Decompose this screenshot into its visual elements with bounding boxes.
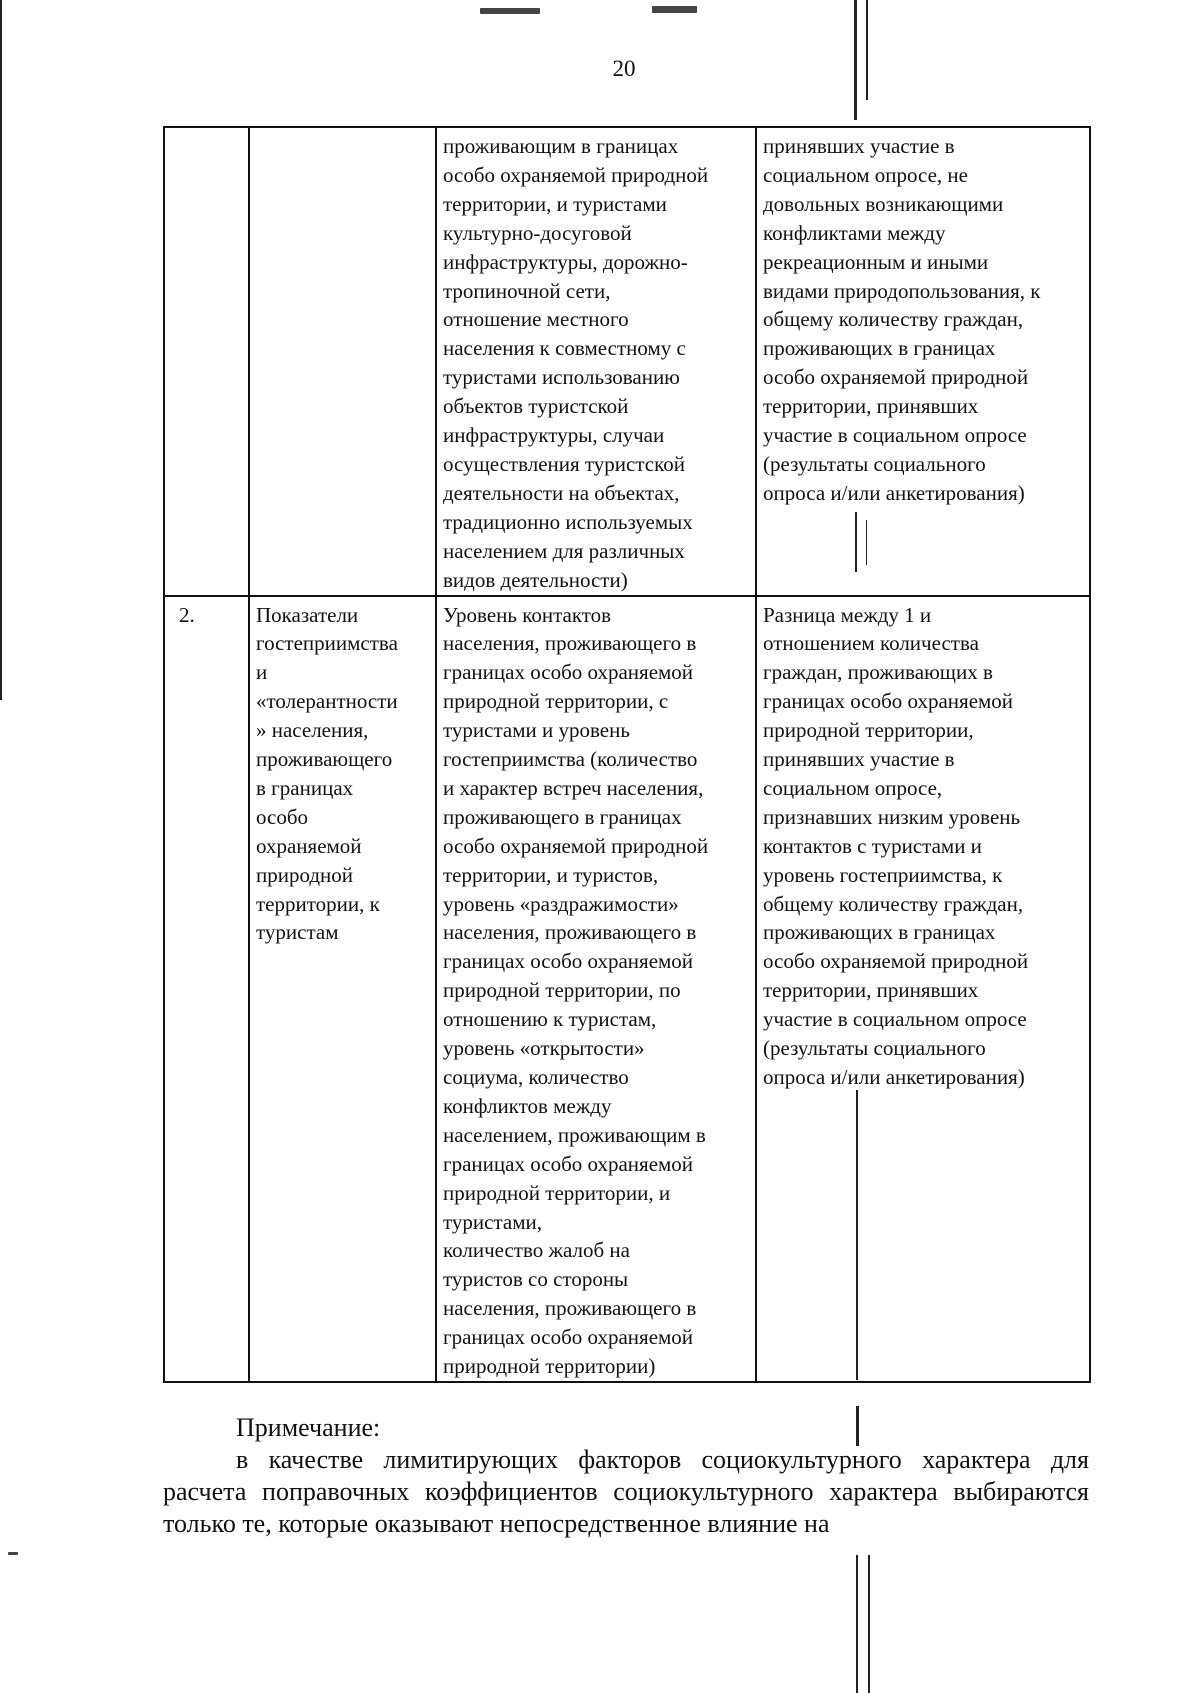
page-number: 20: [612, 56, 636, 81]
scan-artifact-line: [856, 1406, 859, 1446]
indicator-description-cell: Уровень контактов населения, проживающего в границах особо охраняемой природной территории, с туристами и уровень гостеприимства (количество и характер встреч населения, проживающего в границах особо охраняемой природной территории, и туристов, уровень «раздражимости» населения, проживающего в границах особо охраняемой природной территории, по отношению к туристам, уровень «открытости» социума, количество конфликтов между населением, проживающим в границах особо охраняемой природной территории, и туристами, количество жалоб на туристов со стороны населения, проживающего в границах особо охраняемой природной территории): [436, 596, 756, 1382]
note-title: Примечание:: [236, 1413, 381, 1442]
scan-artifact-speck: [652, 6, 697, 13]
indicators-table: [163, 126, 1091, 1383]
indicator-name-cell: [249, 127, 436, 596]
scan-artifact-speck: [480, 8, 540, 14]
scan-artifact-speck: [8, 1552, 18, 1555]
scan-artifact-line: [0, 0, 2, 700]
table-row: [164, 596, 1090, 1382]
calculation-method-cell: принявших участие в социальном опросе, не довольных возникающими конфликтами между рекреационным и иными видами природопользования, к общему количеству граждан, проживающих в границах особо охраняемой природной территории, принявших участие в социальном опросе (результаты социального опроса и/или анкетирования): [756, 127, 1090, 596]
note-body: в качестве лимитирующих факторов социокультурного характера для расчета поправочных коэффициентов социокультурного характера выбираются только те, которые оказывают непосредственное влияние на: [163, 1445, 1089, 1538]
row-number-cell: 2.: [164, 596, 249, 1382]
scan-artifact-line: [856, 1555, 858, 1693]
scan-artifact-line: [868, 1555, 870, 1693]
indicator-description-cell: проживающим в границах особо охраняемой природной территории, и туристами культурно-досуговой инфраструктуры, дорожно- тропиночной сети, отношение местного населения к совместному с туристами использованию объектов туристской инфраструктуры, случаи осуществления туристской деятельности на объектах, традиционно используемых населением для различных видов деятельности): [436, 127, 756, 596]
scan-artifact-line: [866, 0, 868, 100]
calculation-method-cell: Разница между 1 и отношением количества граждан, проживающих в границах особо охраняемой природной территории, принявших участие в социальном опросе, признавших низким уровень контактов с туристами и уровень гостеприимства, к общему количеству граждан, проживающих в границах особо охраняемой природной территории, принявших участие в социальном опросе (результаты социального опроса и/или анкетирования): [756, 596, 1090, 1382]
indicators-table-wrapper: [163, 126, 1089, 1383]
indicator-name-cell: Показатели гостеприимства и «толерантности » населения, проживающего в границах особо охраняемой природной территории, к туристам: [249, 596, 436, 1382]
row-number-cell: [164, 127, 249, 596]
table-row: [164, 127, 1090, 596]
